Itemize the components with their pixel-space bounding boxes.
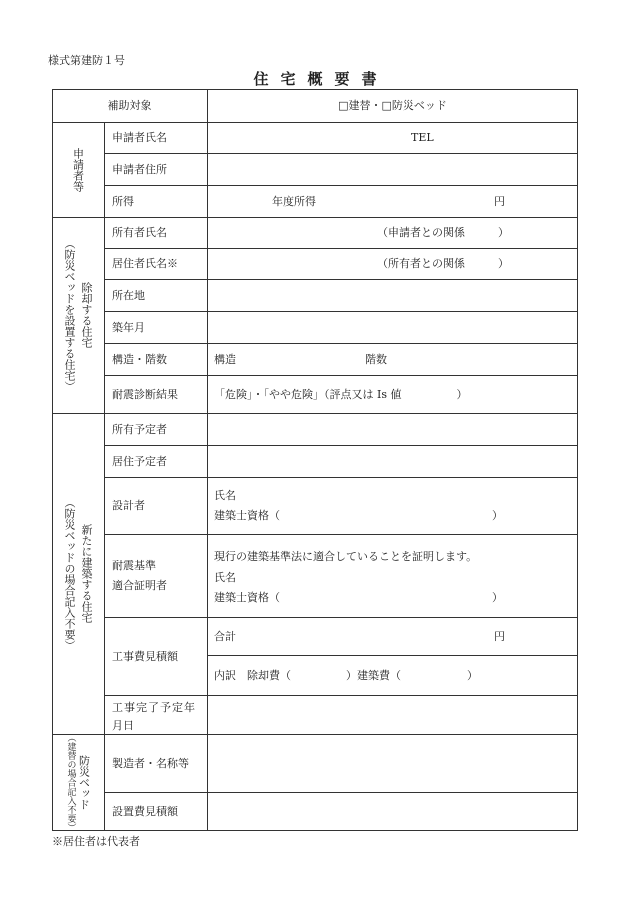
seismic-result-label: 耐震診断結果: [112, 388, 178, 401]
certification-statement: 現行の建築基準法に適合していることを証明します。: [214, 550, 478, 563]
location-label: 所在地: [112, 289, 145, 302]
demolish-section-label: [52, 217, 104, 413]
new-house-section-title: 新たに建築する住宅: [80, 524, 93, 623]
bed-install-cost-label: 設置費見積額: [112, 805, 178, 818]
divider: [52, 122, 578, 123]
certifier-qualification-close: ）: [492, 591, 503, 604]
divider: [104, 185, 578, 186]
completion-date-label-line1: 工事完了予定年: [112, 701, 196, 714]
divider: [52, 217, 578, 218]
income-yen-unit: 円: [494, 195, 505, 208]
form-number: 様式第建防１号: [48, 54, 125, 67]
divider: [104, 534, 578, 535]
subsidy-label: 補助対象: [107, 99, 152, 112]
divider: [104, 153, 578, 154]
certifier-name-field[interactable]: 氏名: [214, 571, 236, 584]
footnote: ※居住者は代表者: [52, 835, 140, 848]
bed-section-label: [52, 734, 104, 831]
divider: [52, 734, 578, 735]
new-house-section-note: （防災ベッドの場合記入不要）: [63, 496, 76, 651]
total-cost-yen-unit: 円: [494, 630, 505, 643]
designer-qualification-field[interactable]: 建築士資格（: [214, 509, 280, 522]
seismic-result-field[interactable]: 「危険」・「やや危険」（評点又は Is 値 ）: [214, 388, 468, 401]
applicant-section-label: 申請者等: [71, 147, 85, 192]
divider: [52, 413, 578, 414]
structure-field[interactable]: 構造: [214, 353, 236, 366]
certifier-label-line1: 耐震基準: [112, 559, 156, 572]
owner-relation-field[interactable]: （申請者との関係 ）: [377, 226, 509, 239]
divider: [104, 477, 578, 478]
divider: [104, 695, 578, 696]
planned-owner-label: 所有予定者: [112, 423, 167, 436]
owner-name-label: 所有者氏名: [112, 226, 167, 239]
planned-resident-label: 居住予定者: [112, 455, 167, 468]
divider: [104, 248, 578, 249]
divider: [104, 792, 578, 793]
built-date-label: 築年月: [112, 321, 145, 334]
structure-label: 構造・階数: [112, 353, 167, 366]
certifier-qualification-field[interactable]: 建築士資格（: [214, 591, 280, 604]
divider: [104, 617, 578, 618]
applicant-address-label: 申請者住所: [112, 163, 167, 176]
designer-label: 設計者: [112, 499, 145, 512]
form-table: [52, 89, 578, 831]
divider: [104, 445, 578, 446]
cost-breakdown-field[interactable]: 内訳 除却費（ ）建築費（ ）: [214, 669, 478, 682]
subsidy-options[interactable]: □建替・□防災ベッド: [338, 99, 447, 112]
divider: [207, 89, 208, 831]
completion-date-label-line2: 月日: [112, 719, 134, 732]
new-house-section-label: [52, 413, 104, 734]
divider: [104, 311, 578, 312]
resident-name-label: 居住者氏名※: [112, 257, 178, 270]
divider: [104, 375, 578, 376]
demolish-section-title: 除却する住宅: [80, 282, 93, 348]
construction-cost-label: 工事費見積額: [112, 650, 178, 663]
designer-qualification-close: ）: [492, 509, 503, 522]
divider: [207, 655, 578, 656]
divider: [104, 279, 578, 280]
resident-relation-field[interactable]: （所有者との関係 ）: [377, 257, 509, 270]
certifier-label-line2: 適合証明者: [112, 579, 167, 592]
income-label: 所得: [112, 195, 134, 208]
designer-name-field[interactable]: 氏名: [214, 489, 236, 502]
document-title: 住宅概要書: [253, 70, 389, 88]
floors-field[interactable]: 階数: [365, 353, 387, 366]
bed-section-title: 防災ベッド: [77, 755, 91, 810]
income-year-label: 年度所得: [272, 195, 316, 208]
demolish-section-note: （防災ベッドを設置する住宅）: [63, 238, 76, 392]
bed-section-note: （建替の場合記入不要）: [65, 733, 76, 832]
tel-label: TEL: [411, 131, 434, 144]
bed-maker-label: 製造者・名称等: [112, 757, 189, 770]
divider: [104, 343, 578, 344]
total-cost-label: 合計: [214, 630, 236, 643]
applicant-name-label: 申請者氏名: [112, 131, 167, 144]
